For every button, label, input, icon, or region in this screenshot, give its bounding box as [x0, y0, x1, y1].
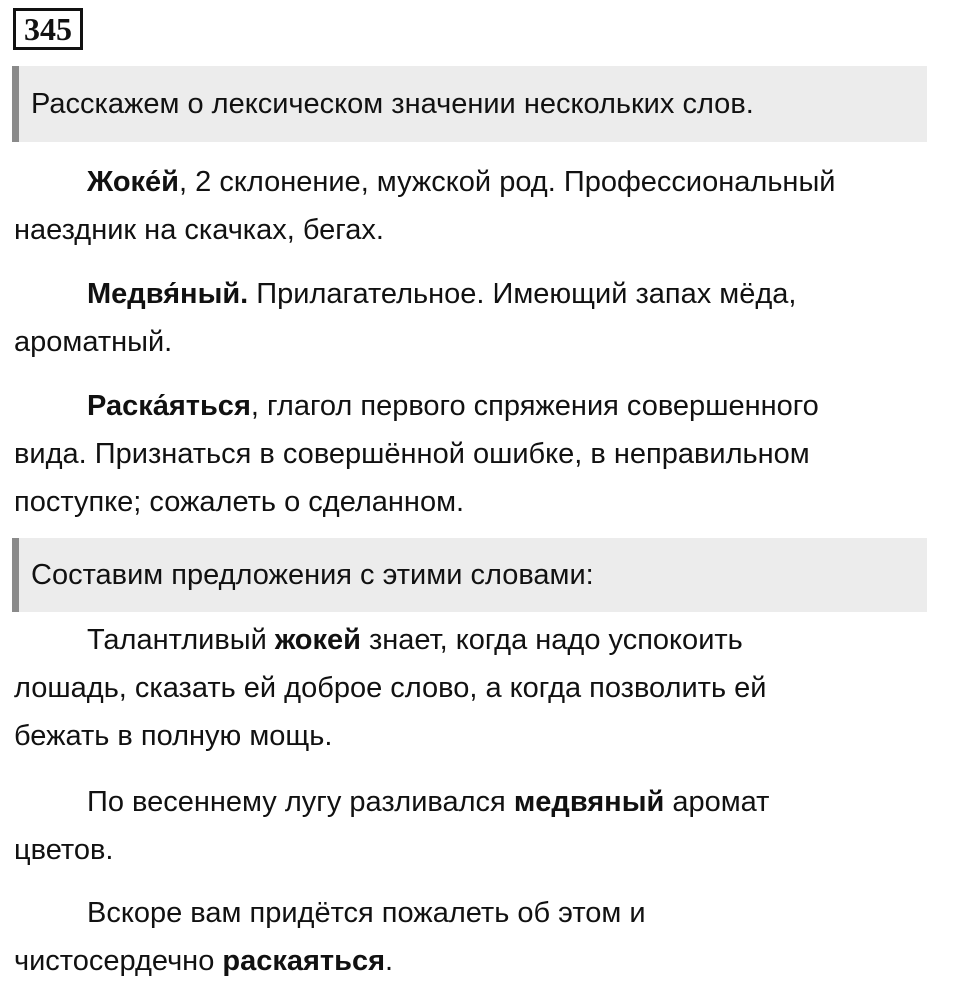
term-jockey: Жоке́й	[87, 166, 180, 198]
sentence-line	[14, 778, 934, 826]
sentence-jockey	[14, 616, 934, 760]
definition-raskayatsya	[14, 382, 934, 526]
section-heading-meanings	[12, 66, 927, 142]
sentence-raskayatsya	[14, 889, 934, 985]
section-heading-text: Расскажем о лексическом значении нескольких слов.	[31, 87, 754, 120]
definition-line: поступке; сожалеть о сделанном.	[14, 486, 465, 518]
highlighted-word: раскаяться	[222, 945, 386, 977]
definition-text: , 2 склонение, мужской род. Профессиональный	[179, 166, 836, 198]
sentence-line	[14, 616, 934, 664]
definition-text: Прилагательное. Имеющий запах мёда,	[248, 278, 797, 310]
term-raskayatsya: Раска́яться	[87, 390, 251, 422]
section-heading-text: Составим предложения с этими словами:	[31, 558, 594, 591]
highlighted-word: жокей	[274, 624, 361, 656]
sentence-line: цветов.	[14, 834, 114, 866]
definition-line: вида. Признаться в совершённой ошибке, в неправильном	[14, 438, 810, 470]
task-number: 345	[13, 8, 83, 50]
sentence-text: .	[385, 945, 394, 977]
definition-jockey	[14, 158, 934, 254]
sentence-text: знает, когда надо успокоить	[360, 624, 743, 656]
definition-line	[14, 270, 934, 318]
definition-medvyany	[14, 270, 934, 366]
sentence-line	[14, 937, 934, 985]
section-heading-sentences	[12, 538, 927, 612]
sentence-medvyany	[14, 778, 934, 874]
term-medvyany: Медвя́ный.	[87, 278, 249, 310]
definition-line: ароматный.	[14, 326, 173, 358]
sentence-text: По весеннему лугу разливался	[87, 786, 514, 818]
definition-line	[14, 158, 934, 206]
sentence-line: Вскоре вам придётся пожалеть об этом и	[87, 897, 646, 929]
sentence-text: чистосердечно	[14, 945, 223, 977]
definition-line	[14, 382, 934, 430]
sentence-text: аромат	[664, 786, 770, 818]
definition-line: наездник на скачках, бегах.	[14, 214, 384, 246]
sentence-line: лошадь, сказать ей доброе слово, а когда позволить ей	[14, 672, 767, 704]
highlighted-word: медвяный	[513, 786, 665, 818]
definition-text: , глагол первого спряжения совершенного	[250, 390, 819, 422]
sentence-line: бежать в полную мощь.	[14, 720, 333, 752]
sentence-text: Талантливый	[87, 624, 275, 656]
